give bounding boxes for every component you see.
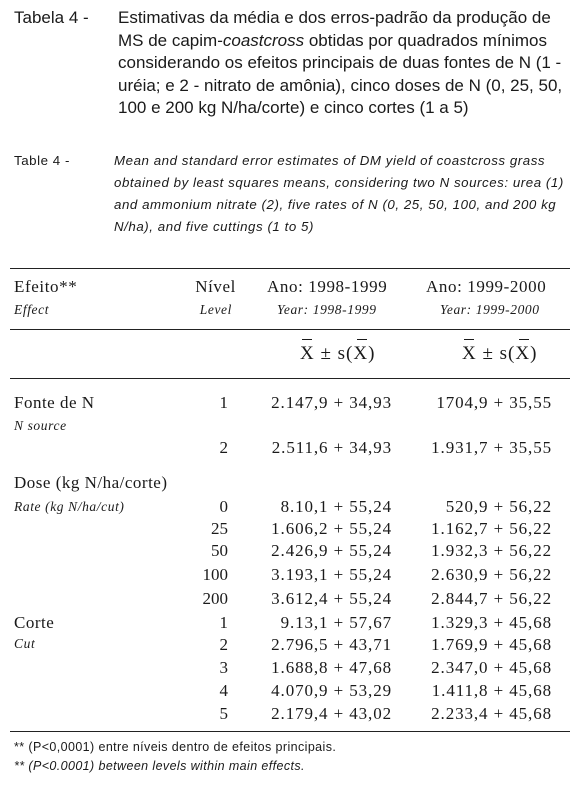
header-year2: Ano: 1999-2000 xyxy=(426,277,547,296)
header-effect: Efeito** xyxy=(14,277,78,296)
row-level: 4 xyxy=(219,681,228,700)
row-level: 100 xyxy=(202,565,228,584)
row-year2-value: 1.329,3 + 45,68 xyxy=(431,613,552,632)
table-top-rule xyxy=(10,268,570,269)
row-year1-value: 2.179,4 + 43,02 xyxy=(271,704,392,723)
header-year2-en: Year: 1999-2000 xyxy=(440,302,540,317)
row-year1-value: 2.147,9 + 34,93 xyxy=(271,393,392,412)
mean-bar-1b xyxy=(357,339,367,340)
row-year2-value: 1.769,9 + 45,68 xyxy=(431,635,552,654)
group-label: Fonte de N xyxy=(14,393,95,412)
row-year2-value: 2.630,9 + 56,22 xyxy=(431,565,552,584)
caption-en-text: Mean and standard error estimates of DM yield of coastcross grass obtained by least squares means, considering two N sources: urea (1) and ammonium nitrate (2), five rates of N (0, 25, 50, 100, and 200 kg N/ha), and five cuttings (1 to 5) xyxy=(114,153,564,234)
caption-pt-label: Tabela 4 - xyxy=(14,8,89,27)
header-level-en: Level xyxy=(199,302,232,317)
mean-bar-2a xyxy=(464,339,474,340)
mean-bar-2b xyxy=(519,339,529,340)
row-year2-value: 1.932,3 + 56,22 xyxy=(431,541,552,560)
stat1-formula: X ± s(X) xyxy=(300,343,376,364)
row-level: 0 xyxy=(219,497,228,516)
header-year1-en: Year: 1998-1999 xyxy=(277,302,377,317)
header-effect-en: Effect xyxy=(14,302,50,317)
species-name: coastcross xyxy=(222,30,305,50)
header-year1: Ano: 1998-1999 xyxy=(267,277,388,296)
table-stat-rule xyxy=(10,378,570,379)
group-label: Dose (kg N/ha/corte) xyxy=(14,473,168,492)
row-level: 3 xyxy=(219,658,228,677)
row-year1-value: 1.606,2 + 55,24 xyxy=(271,519,392,538)
row-level: 1 xyxy=(219,613,228,632)
row-year1-value: 4.070,9 + 53,29 xyxy=(271,681,392,700)
row-year1-value: 8.10,1 + 55,24 xyxy=(280,497,392,516)
row-year2-value: 1.931,7 + 35,55 xyxy=(431,438,552,457)
mean-bar-1a xyxy=(302,339,312,340)
group-label: Corte xyxy=(14,613,55,632)
group-label-en: Cut xyxy=(14,636,36,651)
row-year1-value: 3.193,1 + 55,24 xyxy=(271,565,392,584)
stat-header-year2 xyxy=(462,343,537,365)
row-level: 2 xyxy=(219,438,228,457)
group-label-en: Rate (kg N/ha/cut) xyxy=(14,499,125,514)
row-year1-value: 2.796,5 + 43,71 xyxy=(271,635,392,654)
row-level: 2 xyxy=(219,635,228,654)
table-bottom-rule xyxy=(10,731,570,732)
group-label-en: N source xyxy=(14,418,67,433)
row-year1-value: 1.688,8 + 47,68 xyxy=(271,658,392,677)
row-level: 200 xyxy=(202,589,228,608)
row-year1-value: 2.426,9 + 55,24 xyxy=(271,541,392,560)
row-year1-value: 9.13,1 + 57,67 xyxy=(280,613,392,632)
row-year2-value: 1704,9 + 35,55 xyxy=(436,393,552,412)
caption-en-label: Table 4 - xyxy=(14,153,70,168)
row-year1-value: 2.511,6 + 34,93 xyxy=(271,438,392,457)
row-level: 1 xyxy=(219,393,228,412)
stat-header-year1 xyxy=(300,343,375,365)
row-year2-value: 1.411,8 + 45,68 xyxy=(431,681,552,700)
stat2-formula: X ± s(X) xyxy=(462,343,538,364)
row-year1-value: 3.612,4 + 55,24 xyxy=(271,589,392,608)
table-header-rule xyxy=(10,329,570,330)
header-level: Nível xyxy=(195,277,236,296)
footnote-en: ** (P<0.0001) between levels within main effects. xyxy=(14,759,305,773)
row-level: 5 xyxy=(219,704,228,723)
row-year2-value: 2.844,7 + 56,22 xyxy=(431,589,552,608)
row-level: 25 xyxy=(211,519,228,538)
caption-pt-text: Estimativas da média e dos erros-padrão da produção de MS de capim-coastcross obtidas por quadrados mínimos considerando os efeitos principais de duas fontes de N (1 - uréia; e 2 - nitrato de amônia), cinco doses de N (0, 25, 50, 100 e 200 kg N/ha/corte) e cinco cortes (1 a 5) xyxy=(118,8,563,117)
row-level: 50 xyxy=(211,541,228,560)
row-year2-value: 1.162,7 + 56,22 xyxy=(431,519,552,538)
row-year2-value: 520,9 + 56,22 xyxy=(445,497,552,516)
footnote-pt: ** (P<0,0001) entre níveis dentro de efeitos principais. xyxy=(14,740,337,754)
row-year2-value: 2.347,0 + 45,68 xyxy=(431,658,552,677)
row-year2-value: 2.233,4 + 45,68 xyxy=(431,704,552,723)
